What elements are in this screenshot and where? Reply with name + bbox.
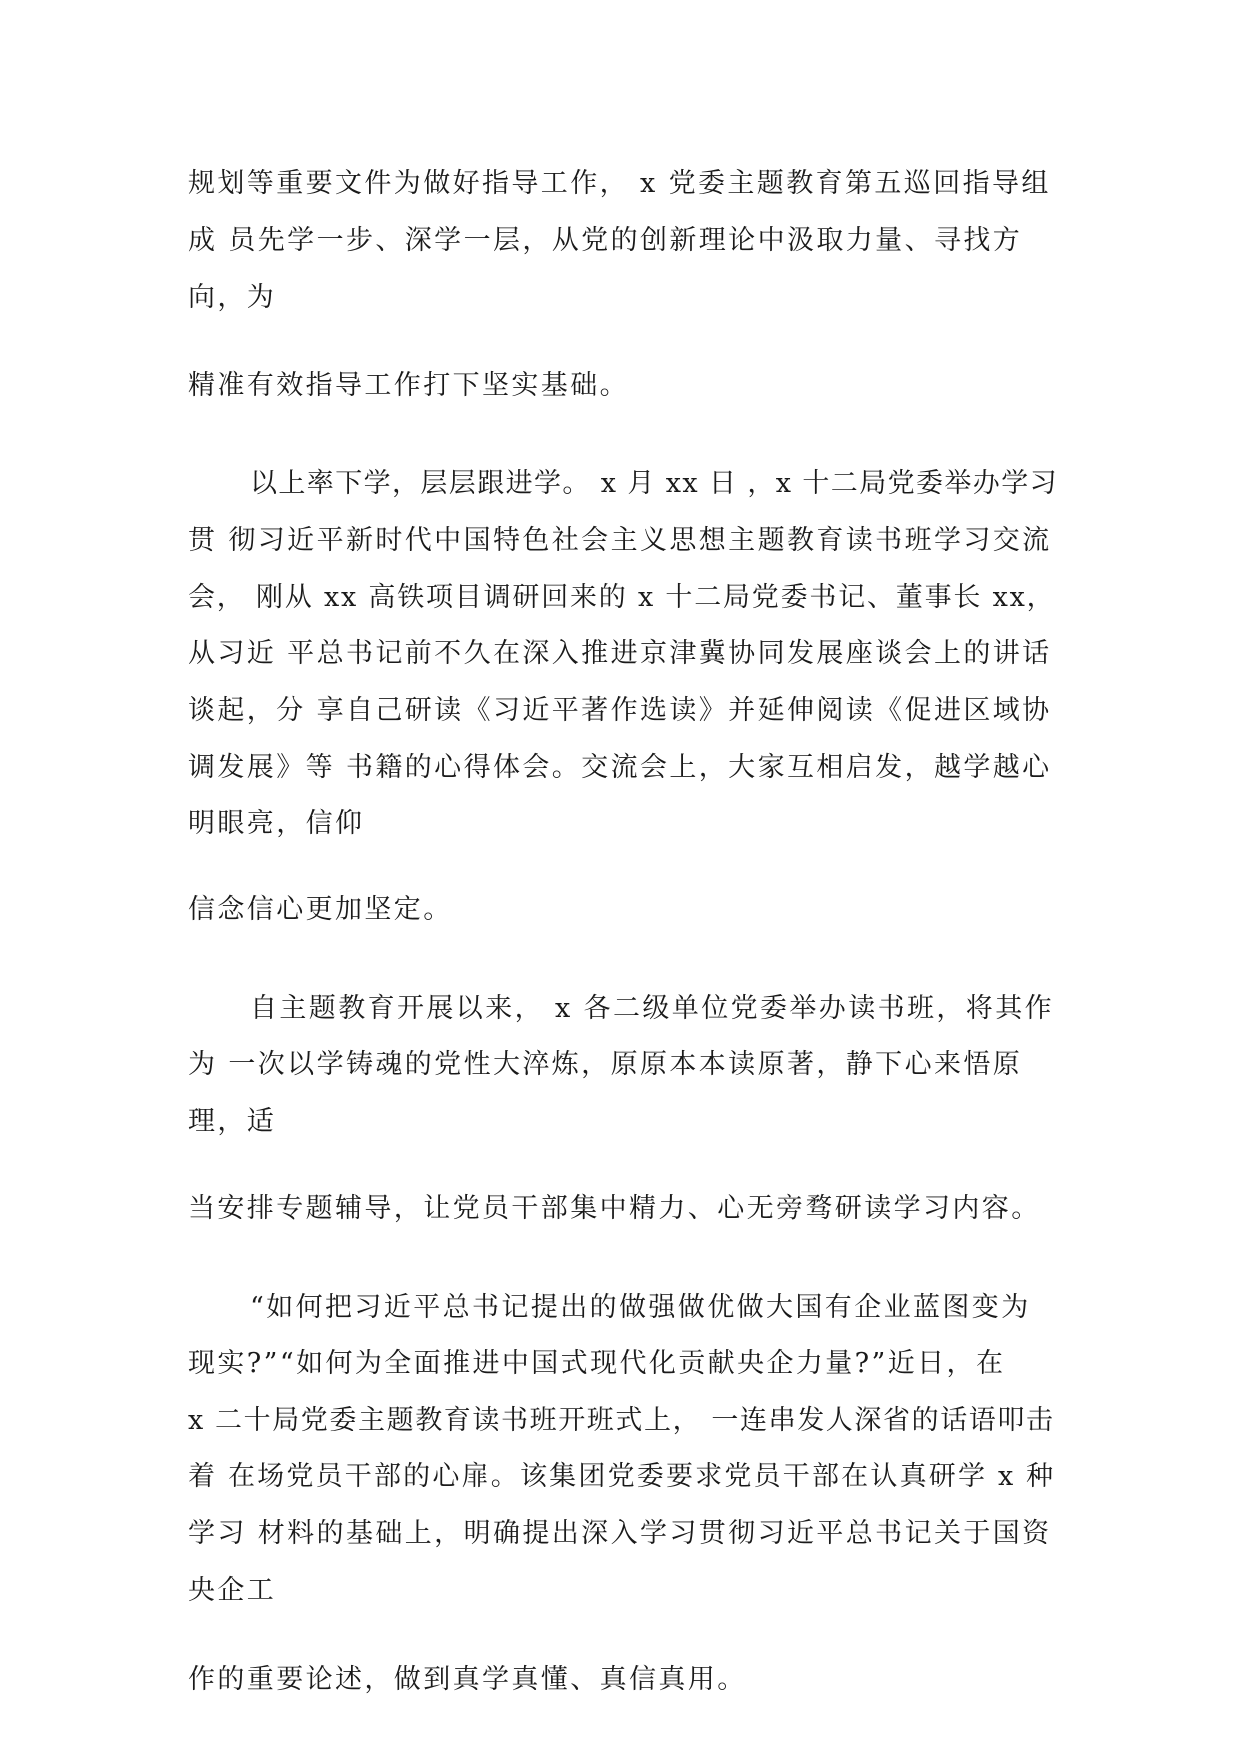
- paragraph-7-line-1: “如何把习近平总书记提出的做强做优做大国有企业蓝图变为: [250, 1292, 1031, 1323]
- paragraph-7-line-2: 现实?”“如何为全面推进中国式现代化贡献央企力量?”近日，在: [188, 1348, 1006, 1379]
- paragraph-1-line-1: 规划等重要文件为做好指导工作， x 党委主题教育第五巡回指导组: [188, 168, 1051, 199]
- paragraph-3-line-2: 贯 彻习近平新时代中国特色社会主义思想主题教育读书班学习交流: [188, 525, 1052, 556]
- paragraph-3-line-4: 从习近 平总书记前不久在深入推进京津冀协同发展座谈会上的讲话: [188, 638, 1052, 669]
- paragraph-5-line-3: 理，适: [188, 1106, 277, 1137]
- paragraph-3-line-7: 明眼亮，信仰: [188, 808, 365, 839]
- paragraph-3-line-6: 调发展》等 书籍的心得体会。交流会上，大家互相启发，越学越心: [188, 752, 1052, 783]
- paragraph-7-line-3: x 二十局党委主题教育读书班开班式上， 一连串发人深省的话语叩击: [188, 1405, 1055, 1436]
- paragraph-7-line-4: 着 在场党员干部的心扉。该集团党委要求党员干部在认真研学 x 种: [188, 1461, 1056, 1492]
- paragraph-5-line-2: 为 一次以学铸魂的党性大淬炼，原原本本读原著，静下心来悟原: [188, 1049, 1023, 1080]
- paragraph-2-line-1: 精准有效指导工作打下坚实基础。: [188, 370, 629, 401]
- paragraph-1-line-2: 成 员先学一步、深学一层，从党的创新理论中汲取力量、寻找方: [188, 225, 1023, 256]
- paragraph-5-line-1: 自主题教育开展以来， x 各二级单位党委举办读书班，将其作: [250, 993, 1054, 1024]
- paragraph-6-line-1: 当安排专题辅导，让党员干部集中精力、心无旁骛研读学习内容。: [188, 1193, 1041, 1224]
- paragraph-3-line-5: 谈起，分 享自己研读《习近平著作选读》并延伸阅读《促进区域协: [188, 695, 1052, 726]
- paragraph-3-line-3: 会， 刚从 xx 高铁项目调研回来的 x 十二局党委书记、董事长 xx，: [188, 582, 1056, 613]
- paragraph-7-line-6: 央企工: [188, 1575, 277, 1606]
- paragraph-7-line-5: 学习 材料的基础上，明确提出深入学习贯彻习近平总书记关于国资: [188, 1518, 1052, 1549]
- paragraph-4-line-1: 信念信心更加坚定。: [188, 894, 453, 925]
- paragraph-1-line-3: 向，为: [188, 282, 277, 313]
- paragraph-8-line-1: 作的重要论述，做到真学真懂、真信真用。: [188, 1664, 747, 1695]
- paragraph-3-line-1: 以上率下学，层层跟进学。 x 月 xx 日 ，x 十二局党委举办学习: [250, 468, 1059, 499]
